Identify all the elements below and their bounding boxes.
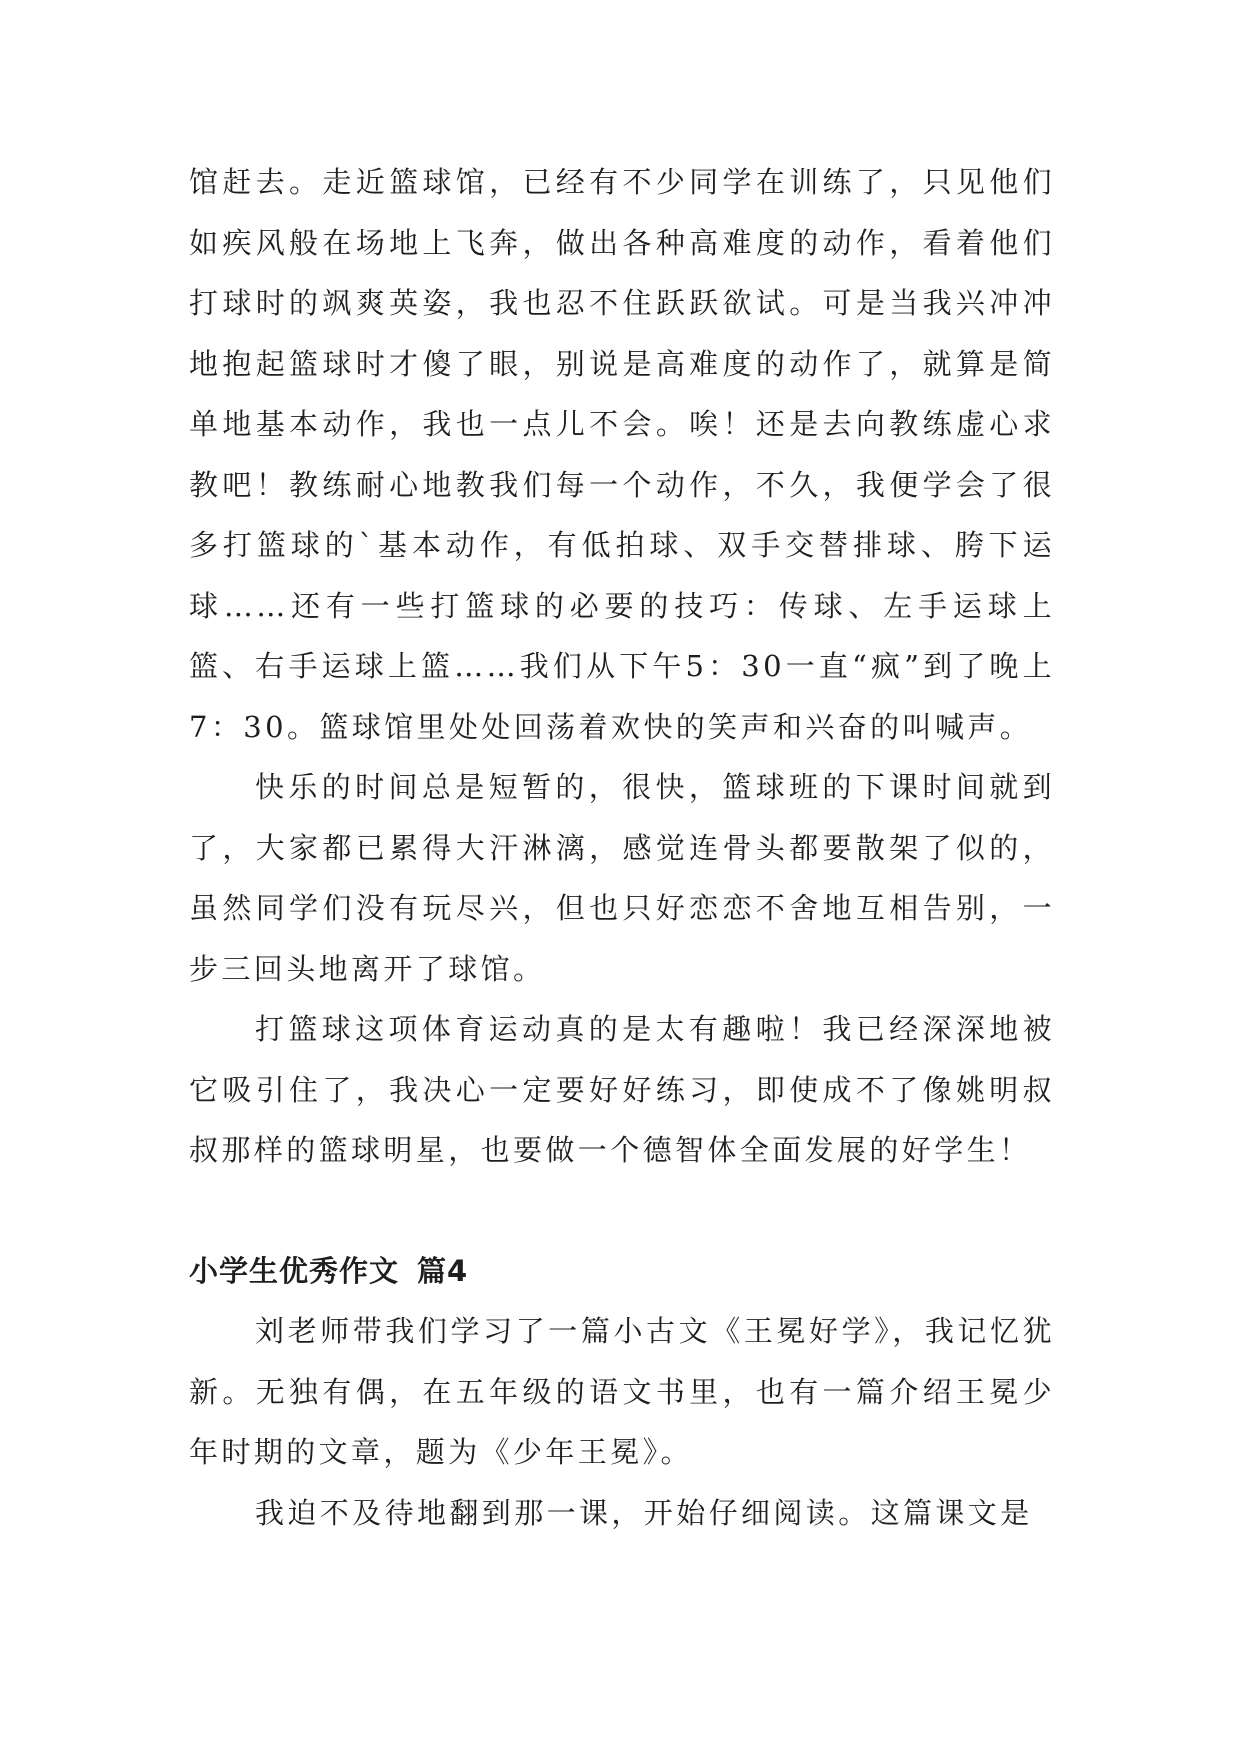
paragraph-wang-mian-intro: 刘老师带我们学习了一篇小古文《王冕好学》，我记忆犹新。无独有偶，在五年级的语文书里，也有一篇介绍王冕少年时期的文章，题为《少年王冕》。 bbox=[189, 1314, 1055, 1469]
paragraph-conclusion: 打篮球这项体育运动真的是太有趣啦！我已经深深地被它吸引住了，我决心一定要好好练习，即使成不了像姚明叔叔那样的篮球明星，也要做一个德智体全面发展的好学生！ bbox=[189, 1012, 1055, 1167]
paragraph-basketball-training: 馆赶去。走近篮球馆，已经有不少同学在训练了，只见他们如疾风般在场地上飞奔，做出各种高难度的动作，看着他们打球时的飒爽英姿，我也忍不住跃跃欲试。可是当我兴冲冲地抱起篮球时才傻了眼，别说是高难度的动作了，就算是简单地基本动作，我也一点儿不会。唉！还是去向教练虚心求教吧！教练耐心地教我们每一个动作，不久，我便学会了很多打篮球的`基本动作，有低拍球、双手交替排球、胯下运球……还有一些打篮球的必要的技巧：传球、左手运球上篮、右手运球上篮……我们从下午5：30一直“疯”到了晚上7：30。篮球馆里处处回荡着欢快的笑声和兴奋的叫喊声。 bbox=[189, 165, 1055, 744]
document-page bbox=[189, 152, 1055, 1543]
paragraph-class-ends: 快乐的时间总是短暂的，很快，篮球班的下课时间就到了，大家都已累得大汗淋漓，感觉连骨头都要散架了似的，虽然同学们没有玩尽兴，但也只好恋恋不舍地互相告别，一步三回头地离开了球馆。 bbox=[189, 770, 1055, 986]
section-number: 篇4 bbox=[417, 1253, 469, 1288]
section-heading bbox=[189, 1241, 1055, 1302]
section-title: 小学生优秀作文 bbox=[189, 1253, 400, 1288]
paragraph-reading: 我迫不及待地翻到那一课，开始仔细阅读。这篇课文是 bbox=[255, 1495, 1033, 1530]
